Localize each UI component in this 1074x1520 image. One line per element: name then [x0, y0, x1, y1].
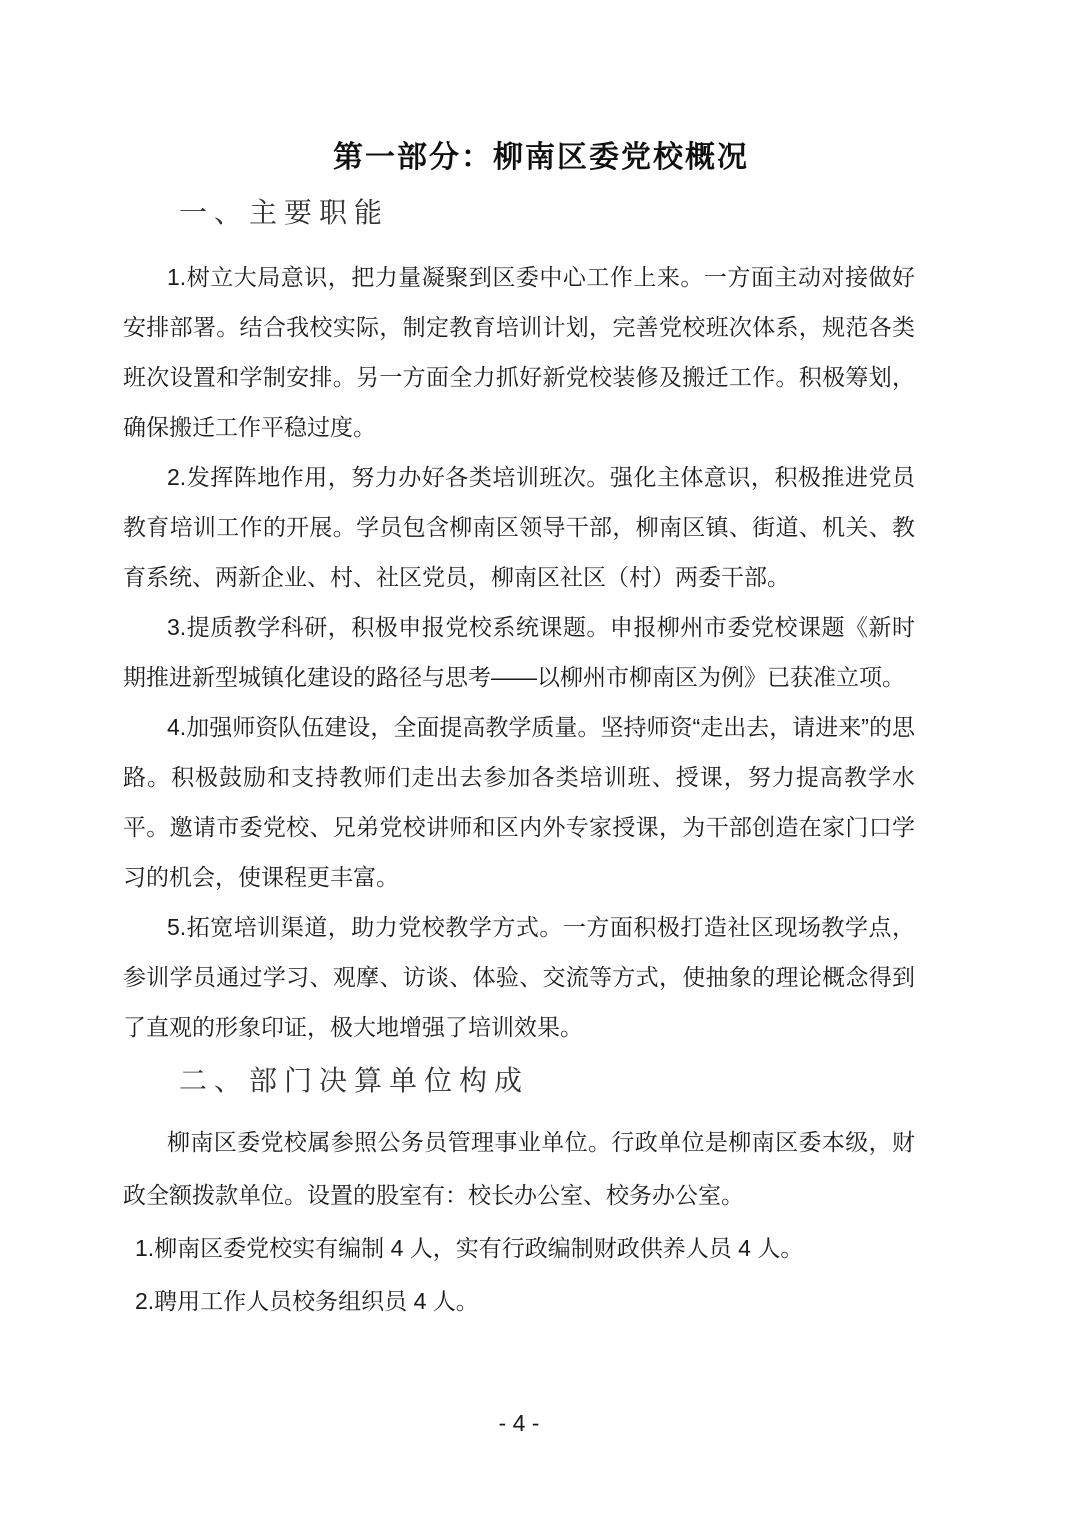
- paragraph-functions-1: 1.树立大局意识，把力量凝聚到区委中心工作上来。一方面主动对接做好安排部署。结合我校实际，制定教育培训计划，完善党校班次体系，规范各类班次设置和学制安排。另一方面全力抓好新党校装修及搬迁工作。积极筹划，确保搬迁工作平稳过度。: [123, 264, 915, 440]
- list-item-staffing-2: 2.聘用工作人员校务组织员 4 人。: [135, 1288, 479, 1314]
- section-heading-main-functions: 一、主要职能: [179, 198, 390, 229]
- document-title: 第一部分：柳南区委党校概况: [333, 141, 749, 174]
- page-number: - 4 -: [498, 1410, 540, 1436]
- list-item-staffing-1: 1.柳南区委党校实有编制 4 人，实有行政编制财政供养人员 4 人。: [135, 1235, 804, 1261]
- document-content: [123, 0, 915, 1328]
- paragraph-unit-composition: 柳南区委党校属参照公务员管理事业单位。行政单位是柳南区委本级，财政全额拨款单位。设置的股室有：校长办公室、校务办公室。: [123, 1129, 915, 1208]
- paragraph-functions-5: 5.拓宽培训渠道，助力党校教学方式。一方面积极打造社区现场教学点，参训学员通过学习、观摩、访谈、体验、交流等方式，使抽象的理论概念得到了直观的形象印证，极大地增强了培训效果。: [123, 914, 915, 1040]
- section-heading-unit-composition: 二、部门决算单位构成: [179, 1066, 530, 1097]
- paragraph-functions-4: 4.加强师资队伍建设，全面提高教学质量。坚持师资“走出去，请进来”的思路。积极鼓励和支持教师们走出去参加各类培训班、授课，努力提高教学水平。邀请市委党校、兄弟党校讲师和区内外专家授课，为干部创造在家门口学习的机会，使课程更丰富。: [123, 714, 915, 890]
- paragraph-functions-3: 3.提质教学科研，积极申报党校系统课题。申报柳州市委党校课题《新时期推进新型城镇化建设的路径与思考——以柳州市柳南区为例》已获准立项。: [123, 614, 915, 690]
- paragraph-functions-2: 2.发挥阵地作用，努力办好各类培训班次。强化主体意识，积极推进党员教育培训工作的开展。学员包含柳南区领导干部，柳南区镇、街道、机关、教育系统、两新企业、村、社区党员，柳南区社区（村）两委干部。: [123, 464, 915, 590]
- section-unit-composition: [123, 1062, 915, 1328]
- section-main-functions: [123, 194, 915, 1052]
